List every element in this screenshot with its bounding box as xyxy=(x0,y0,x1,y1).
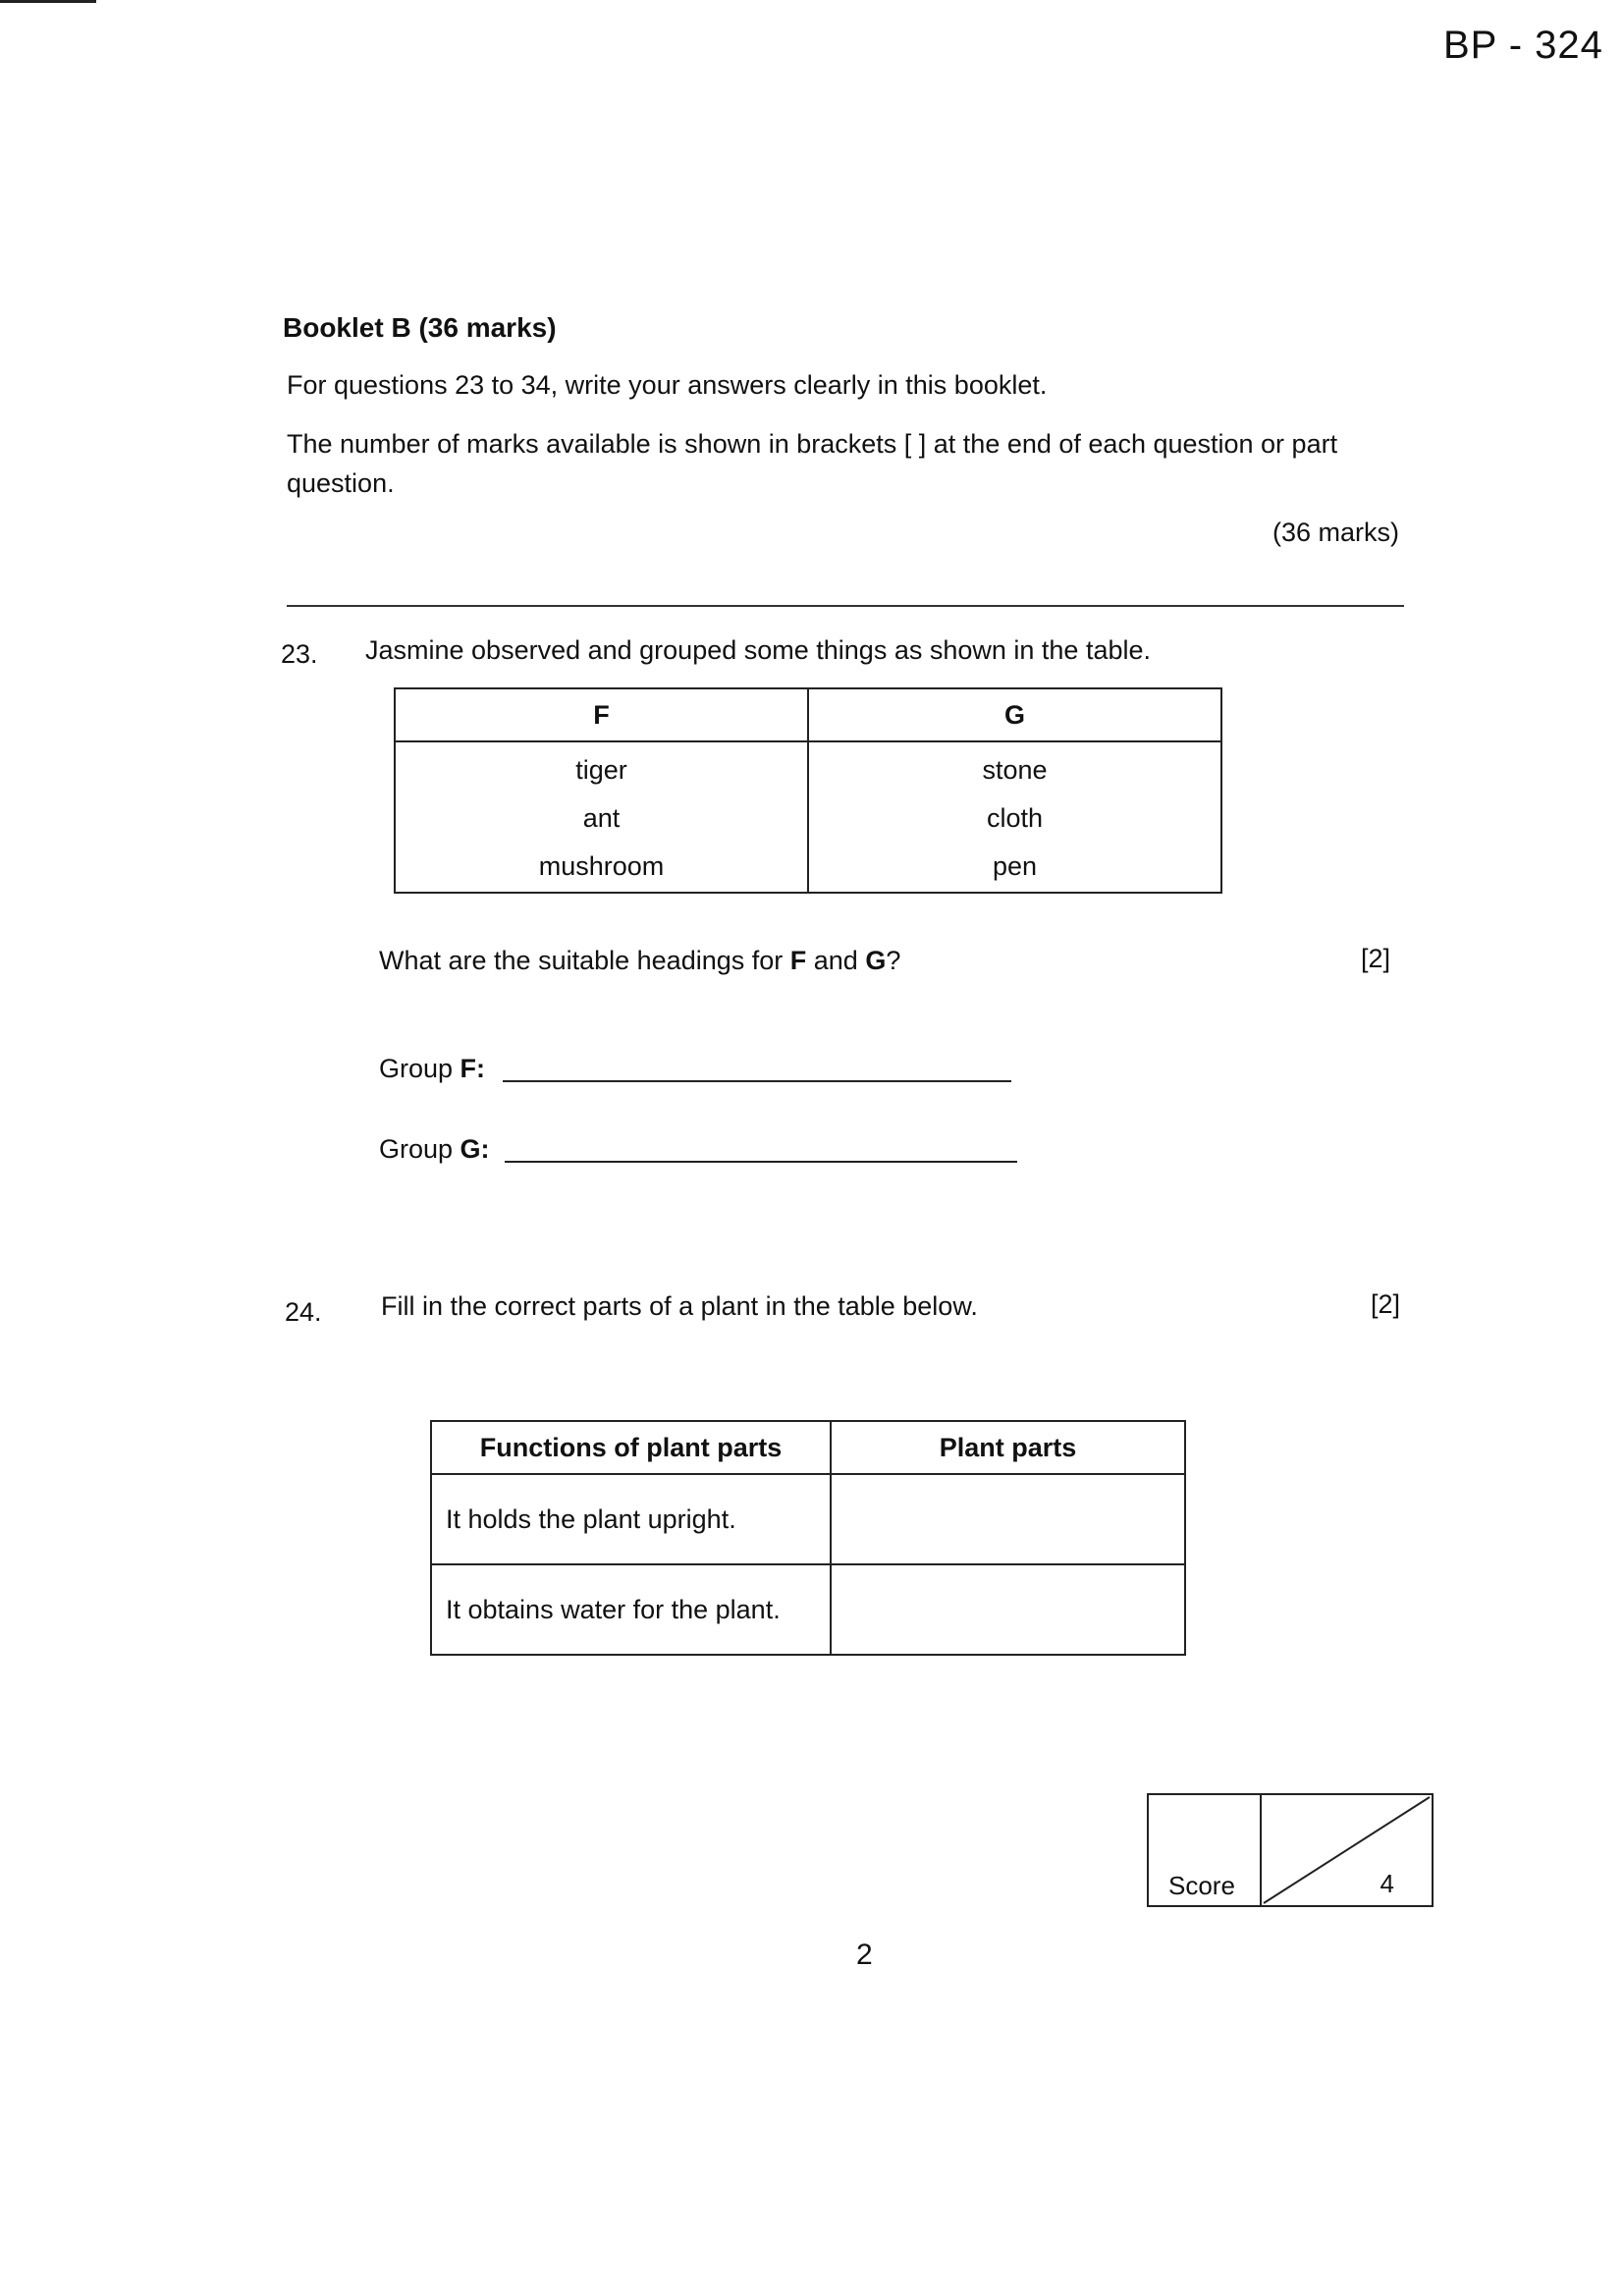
q24-answer-cell[interactable] xyxy=(831,1564,1185,1655)
group-f-prefix: Group xyxy=(379,1054,460,1083)
q23-prompt-end: ? xyxy=(886,946,901,975)
group-g-answer-line[interactable] xyxy=(505,1161,1017,1163)
score-diagonal xyxy=(1262,1795,1432,1905)
q24-header-parts: Plant parts xyxy=(831,1421,1185,1474)
group-f-letter: F: xyxy=(460,1054,486,1083)
group-g-label xyxy=(379,1133,490,1167)
q23-item: cloth xyxy=(986,803,1044,833)
q23-prompt-g: G xyxy=(865,946,887,975)
booklet-heading: Booklet B (36 marks) xyxy=(283,312,557,343)
table-row xyxy=(431,1474,1185,1564)
booklet-code: BP - 324 xyxy=(1443,24,1603,67)
q23-column-f xyxy=(395,741,808,893)
total-marks: (36 marks) xyxy=(1272,518,1400,547)
q23-header-g: G xyxy=(808,688,1221,741)
q24-marks: [2] xyxy=(1371,1289,1401,1319)
instructions-line-3: question. xyxy=(287,468,395,498)
group-g-prefix: Group xyxy=(379,1134,460,1164)
group-f-label xyxy=(379,1053,485,1086)
q23-item: pen xyxy=(992,851,1038,881)
instructions-line-2: The number of marks available is shown in brackets [ ] at the end of each question or part xyxy=(287,429,1338,459)
group-g-letter: G: xyxy=(460,1134,490,1164)
q23-item: tiger xyxy=(575,755,627,785)
q23-column-g xyxy=(808,741,1221,893)
q23-item: mushroom xyxy=(538,851,665,881)
q24-function-cell: It holds the plant upright. xyxy=(431,1474,831,1564)
group-f-answer-line[interactable] xyxy=(503,1080,1011,1082)
q23-table xyxy=(394,687,1222,894)
score-label: Score xyxy=(1168,1871,1235,1900)
instructions-line-1: For questions 23 to 34, write your answers clearly in this booklet. xyxy=(287,370,1048,400)
q23-marks: [2] xyxy=(1361,944,1391,973)
q23-header-f: F xyxy=(395,688,808,741)
score-box xyxy=(1147,1793,1434,1907)
q24-number: 24. xyxy=(285,1297,322,1327)
table-row xyxy=(431,1564,1185,1655)
score-max: 4 xyxy=(1380,1869,1394,1898)
q23-prompt xyxy=(379,945,900,978)
q24-answer-cell[interactable] xyxy=(831,1474,1185,1564)
q23-prompt-pre: What are the suitable headings for xyxy=(379,946,790,975)
q23-prompt-and: and xyxy=(806,946,866,975)
q24-header-functions: Functions of plant parts xyxy=(431,1421,831,1474)
q24-text: Fill in the correct parts of a plant in the table below. xyxy=(381,1291,978,1321)
q23-text: Jasmine observed and grouped some things as shown in the table. xyxy=(365,635,1151,665)
q23-item: ant xyxy=(582,803,621,833)
q24-table xyxy=(430,1420,1186,1656)
page-number: 2 xyxy=(856,1939,873,1971)
section-divider xyxy=(287,605,1404,607)
q23-item: stone xyxy=(982,755,1048,785)
q23-number: 23. xyxy=(281,639,318,669)
q23-prompt-f: F xyxy=(789,946,807,975)
top-edge-rule xyxy=(0,0,96,3)
q24-function-cell: It obtains water for the plant. xyxy=(431,1564,831,1655)
